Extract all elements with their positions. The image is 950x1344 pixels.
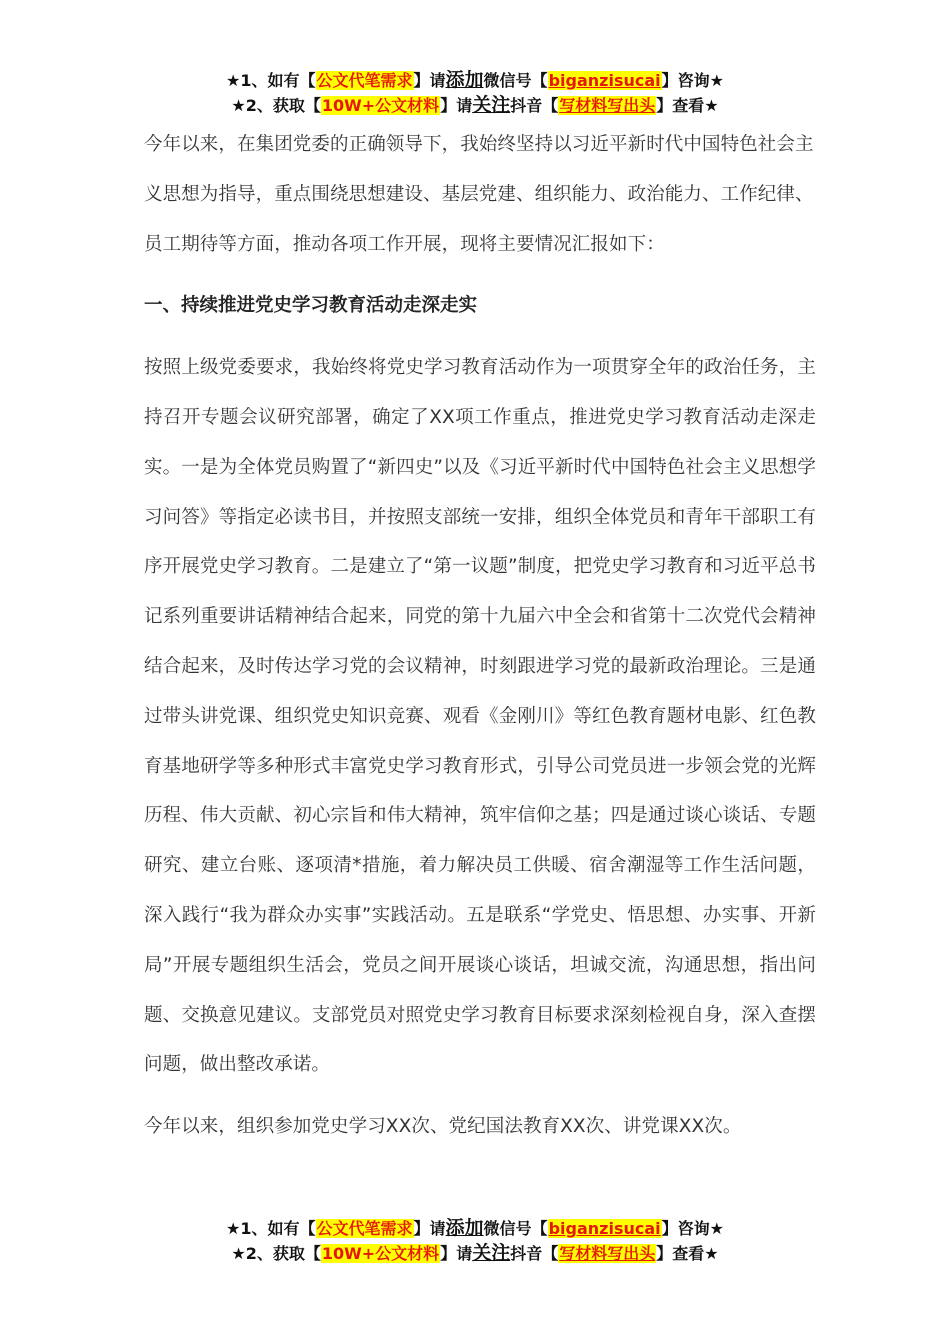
promo-line-1 xyxy=(0,1216,950,1241)
promo-banner-bottom xyxy=(0,1216,950,1266)
promo-text: 】请 xyxy=(413,71,446,90)
promo-highlight: 10W+公文材料 xyxy=(321,1244,440,1263)
promo-banner-top xyxy=(0,68,950,118)
promo-text: 】查看★ xyxy=(656,1244,719,1263)
promo-underlined-text: 关注 xyxy=(472,1242,511,1264)
wechat-id-highlight[interactable]: biganzisucai xyxy=(548,1219,661,1238)
promo-text: 抖音【 xyxy=(510,1244,559,1263)
promo-underlined-text: 添加 xyxy=(445,69,484,91)
promo-underlined-text: 关注 xyxy=(472,94,511,116)
promo-text: 】请 xyxy=(440,96,473,115)
promo-text: 】请 xyxy=(440,1244,473,1263)
promo-text: ★1、如有【 xyxy=(226,71,316,90)
promo-text: 】查看★ xyxy=(656,96,719,115)
promo-text: ★2、获取【 xyxy=(231,1244,321,1263)
document-body xyxy=(144,120,816,1152)
douyin-id-highlight[interactable]: 写材料写出头 xyxy=(559,1244,656,1263)
promo-highlight: 10W+公文材料 xyxy=(321,96,440,115)
promo-highlight: 公文代笔需求 xyxy=(316,71,413,90)
promo-text: ★2、获取【 xyxy=(231,96,321,115)
douyin-id-highlight[interactable]: 写材料写出头 xyxy=(559,96,656,115)
section-heading: 一、持续推进党史学习教育活动走深走实 xyxy=(144,295,478,317)
promo-text: 】请 xyxy=(413,1219,446,1238)
body-paragraph: 按照上级党委要求，我始终将党史学习教育活动作为一项贯穿全年的政治任务，主持召开专题会议研究部署，确定了XX项工作重点，推进党史学习教育活动走深走实。一是为全体党员购置了“新四史”以及《习近平新时代中国特色社会主义思想学习问答》等指定必读书目，并按照支部统一安排，组织全体党员和青年干部职工有序开展党史学习教育。二是建立了“第一议题”制度，把党史学习教育和习近平总书记系列重要讲话精神结合起来，同党的第十九届六中全会和省第十二次党代会精神结合起来，及时传达学习党的会议精神，时刻跟进学习党的最新政治理论。三是通过带头讲党课、组织党史知识竞赛、观看《金刚川》等红色教育题材电影、红色教育基地研学等多种形式丰富党史学习教育形式，引导公司党员进一步领会党的光辉历程、伟大贡献、初心宗旨和伟大精神，筑牢信仰之基；四是通过谈心谈话、专题研究、建立台账、逐项清*措施，着力解决员工供暖、宿舍潮湿等工作生活问题，深入践行“我为群众办实事”实践活动。五是联系“学党史、悟思想、办实事、开新局”开展专题组织生活会，党员之间开展谈心谈话，坦诚交流，沟通思想，指出问题、交换意见建议。支部党员对照党史学习教育目标要求深刻检视自身，深入查摆问题，做出整改承诺。 xyxy=(144,357,816,1076)
summary-paragraph: 今年以来，组织参加党史学习XX次、党纪国法教育XX次、讲党课XX次。 xyxy=(144,1116,742,1138)
promo-text: 抖音【 xyxy=(510,96,559,115)
promo-text: 】咨询★ xyxy=(661,1219,724,1238)
promo-text: 微信号【 xyxy=(483,71,548,90)
promo-text: 】咨询★ xyxy=(661,71,724,90)
promo-text: 微信号【 xyxy=(483,1219,548,1238)
promo-line-2 xyxy=(0,1241,950,1266)
promo-line-1 xyxy=(0,68,950,93)
promo-line-2 xyxy=(0,93,950,118)
promo-text: ★1、如有【 xyxy=(226,1219,316,1238)
wechat-id-highlight[interactable]: biganzisucai xyxy=(548,71,661,90)
intro-paragraph: 今年以来，在集团党委的正确领导下，我始终坚持以习近平新时代中国特色社会主义思想为指导，重点围绕思想建设、基层党建、组织能力、政治能力、工作纪律、员工期待等方面，推动各项工作开展，现将主要情况汇报如下： xyxy=(144,134,814,255)
promo-highlight: 公文代笔需求 xyxy=(316,1219,413,1238)
promo-underlined-text: 添加 xyxy=(445,1217,484,1239)
